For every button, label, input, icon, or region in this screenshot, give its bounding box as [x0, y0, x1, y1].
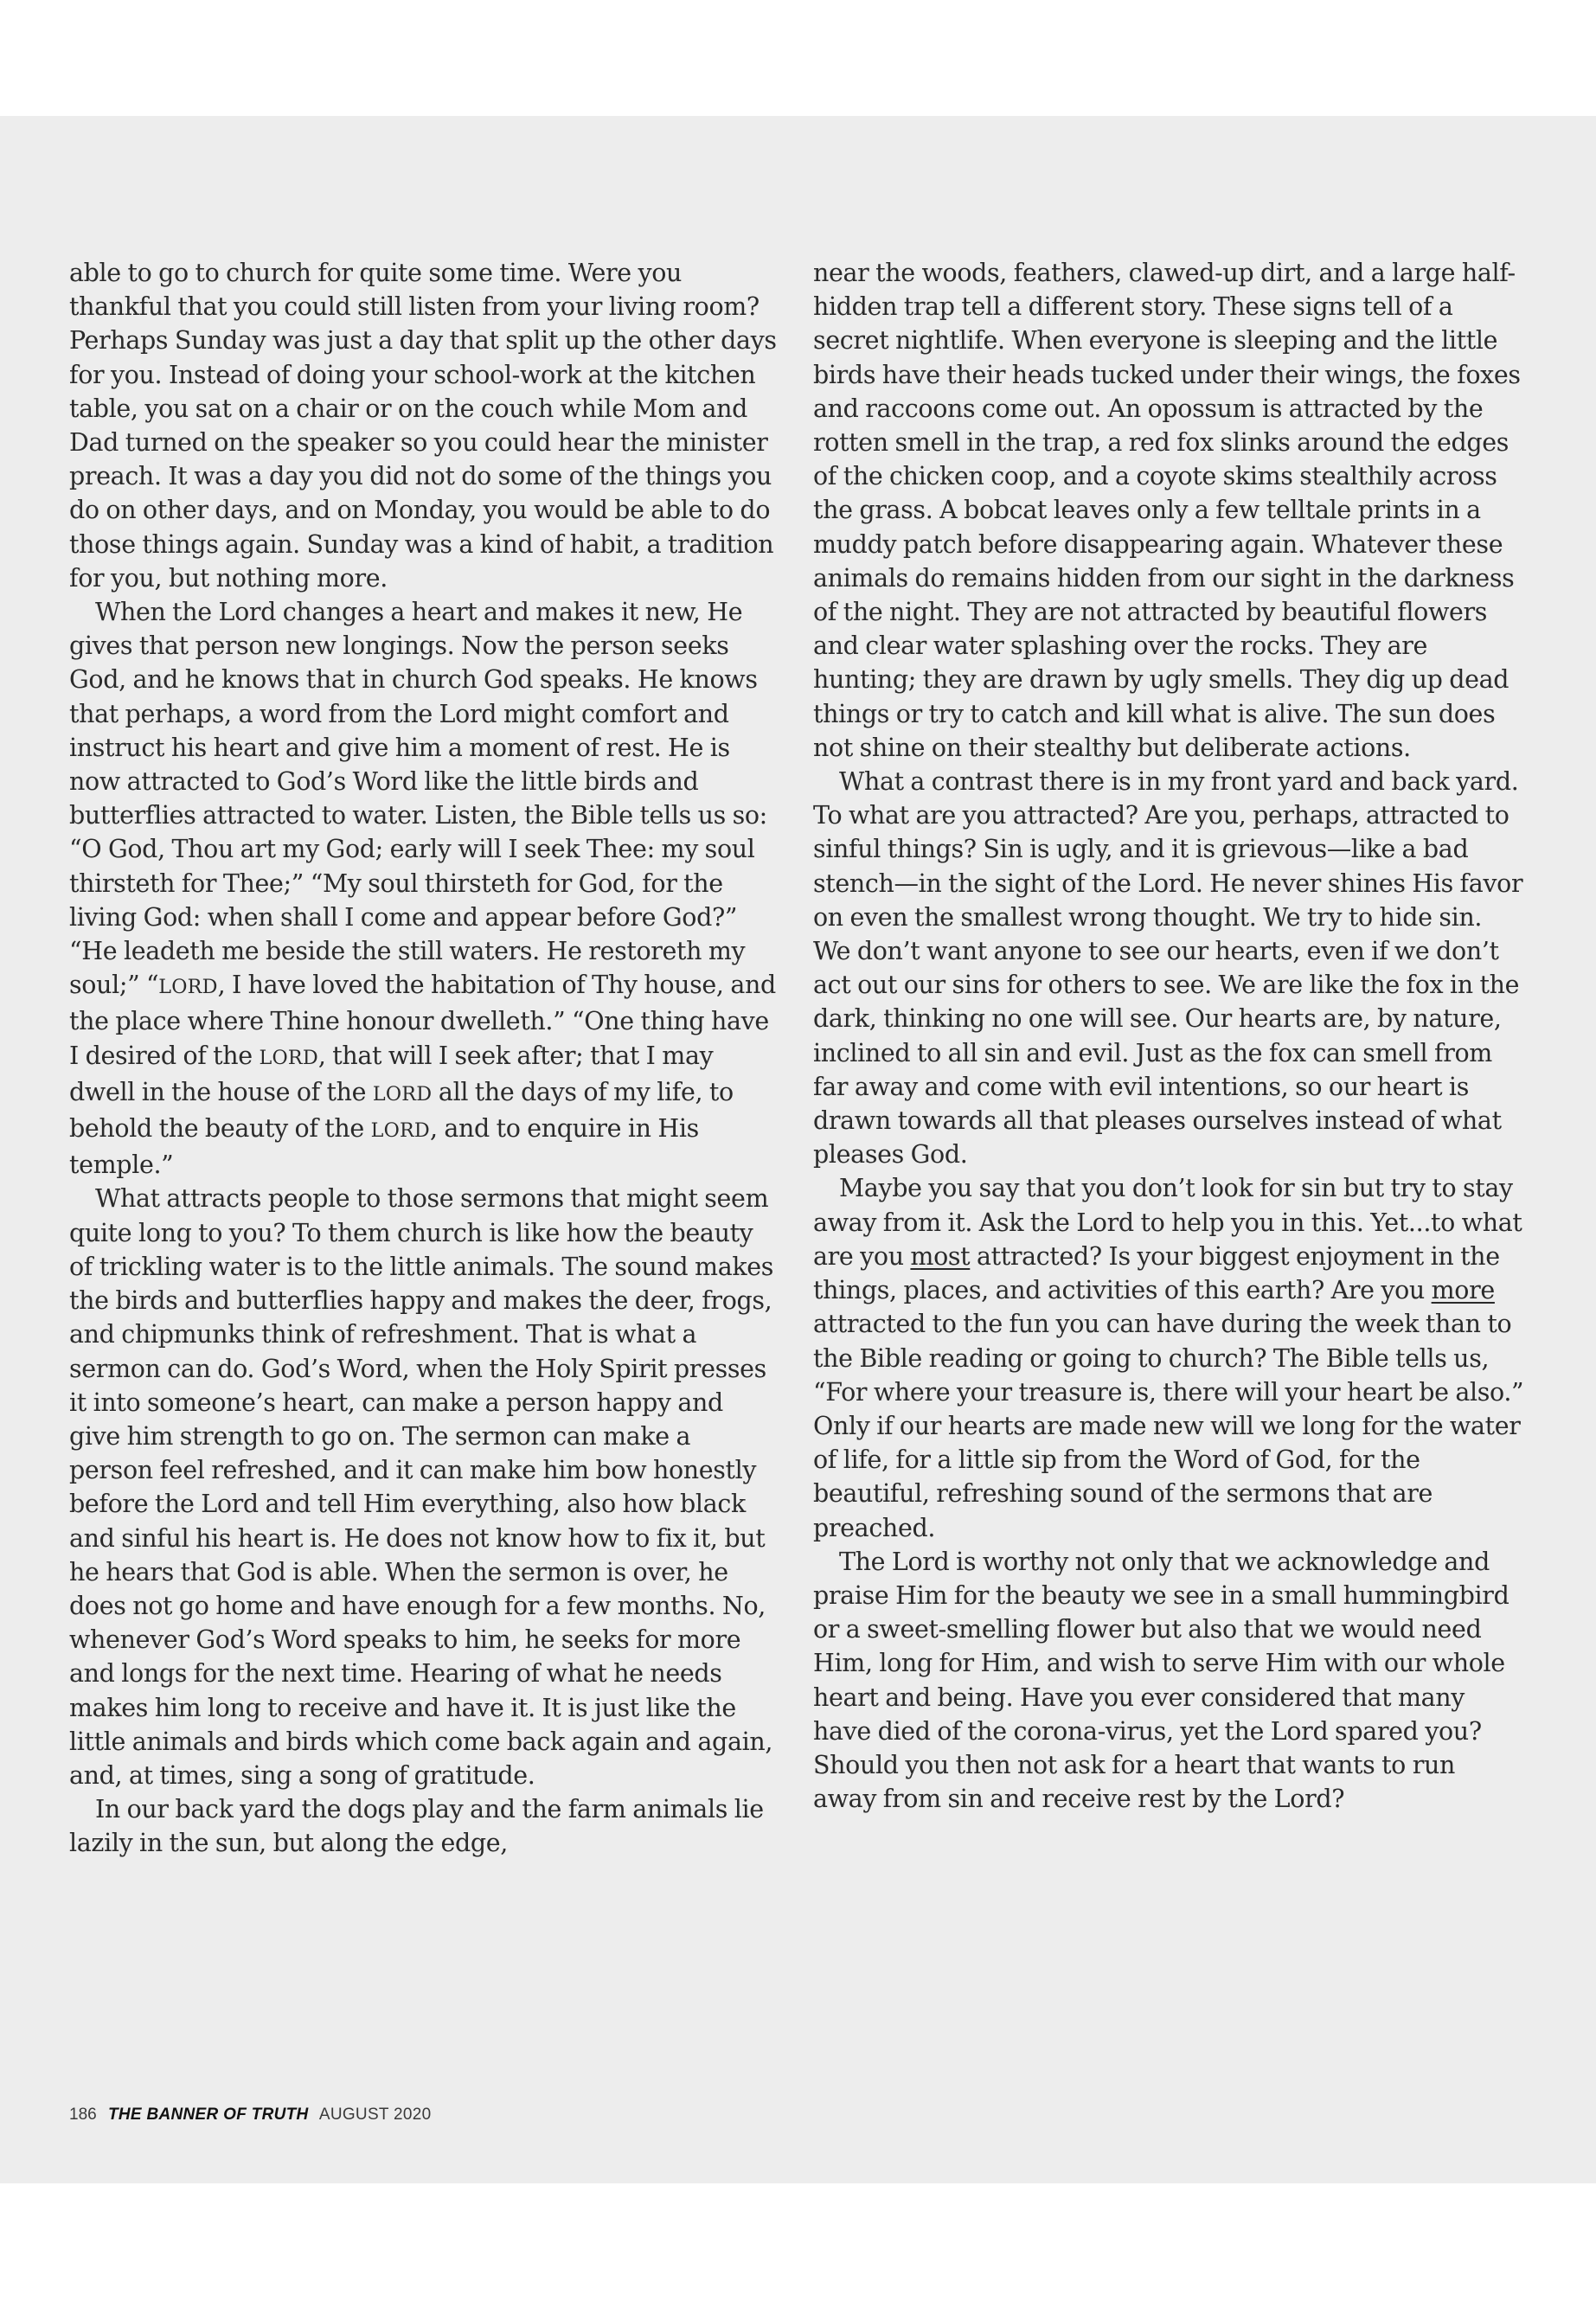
paragraph-4: In our back yard the dogs play and the farm animals lie lazily in the sun, but along the edge,: [69, 1795, 764, 1858]
paragraph-8: The Lord is worthy not only that we acknowledge and praise Him for the beauty we see in a small hummingbird or a sweet-smelling flower but also that we would need Him, long for Him, and wish to serve Him with our whole heart and being. Have you ever considered that many have died of the corona-virus, yet the Lord spared you? Should you then not ask for a heart that wants to run away from sin and receive rest by the Lord?: [813, 1547, 1509, 1814]
small-caps-lord: LORD: [370, 1119, 430, 1143]
magazine-title: THE BANNER OF TRUTH: [107, 2106, 309, 2124]
paragraph-6: What a contrast there is in my front yard and back yard. To what are you attracted? Are you, perhaps, attracted to sinful things? Sin is ugly, and it is grievous—like a bad stench—in the sight of the Lord. He never shines His favor on even the smallest wrong thought. We try to hide sin. We don’t want anyone to see our hearts, even if we don’t act out our sins for others to see. We are like the fox in the dark, thinking no one will see. Our hearts are, by nature, inclined to all sin and evil. Just as the fox can smell from far away and come with evil intentions, so our heart is drawn towards all that pleases ourselves instead of what pleases God.: [813, 767, 1523, 1170]
small-caps-lord: LORD: [372, 1082, 433, 1106]
paragraph-1: able to go to church for quite some time. Were you thankful that you could still listen from your living room? Perhaps Sunday was just a day that split up the other days for you. Instead of doing your school-work at the kitchen table, you sat on a chair or on the couch while Mom and Dad turned on the speaker so you could hear the minister preach. It was a day you did not do some of the things you do on other days, and on Monday, you would be able to do those things again. Sunday was a kind of habit, a tradition for you, but nothing more.: [69, 259, 777, 593]
small-caps-lord: LORD: [259, 1046, 318, 1069]
article-column-right: [813, 256, 1524, 1816]
paragraph-7: Maybe you say that you don’t look for sin but try to stay away from it. Ask the Lord to help you in this. Yet...to what are you most attracted? Is your biggest enjoyment in the things, places, and activities of this earth? Are you more attracted to the fun you can have during the week than to the Bible reading or going to church? The Bible tells us, “For where your treasure is, there will your heart be also.” Only if our hearts are made new will we long for the water of life, for a little sip from the Word of God, for the beautiful, refreshing sound of the sermons that are preached.: [813, 1174, 1524, 1542]
page-footer: [69, 2106, 432, 2125]
page-number: 186: [69, 2106, 97, 2124]
underlined-more: more: [1431, 1276, 1495, 1305]
paragraph-5: near the woods, feathers, clawed-up dirt, and a large half-hidden trap tell a different story. These signs tell of a secret nightlife. When everyone is sleeping and the little birds have their heads tucked under their wings, the foxes and raccoons come out. An opossum is attracted by the rotten smell in the trap, a red fox slinks around the edges of the chicken coop, and a coyote skims stealthily across the grass. A bobcat leaves only a few telltale prints in a muddy patch before disappearing again. Whatever these animals do remains hidden from our sight in the darkness of the night. They are not attracted by beautiful flowers and clear water splashing over the rocks. They are hunting; they are drawn by ugly smells. They dig up dead things or try to catch and kill what is alive. The sun does not shine on their stealthy but deliberate actions.: [813, 259, 1521, 762]
article-column-left: [69, 256, 780, 1861]
underlined-most: most: [910, 1241, 971, 1271]
paragraph-3: What attracts people to those sermons that might seem quite long to you? To them church is like how the beauty of trickling water is to the little animals. The sound makes the birds and butterflies happy and makes the deer, frogs, and chipmunks think of refreshment. That is what a sermon can do. God’s Word, when the Holy Spirit presses it into someone’s heart, can make a person happy and give him strength to go on. The sermon can make a person feel refreshed, and it can make him bow honestly before the Lord and tell Him everything, also how black and sinful his heart is. He does not know how to fix it, but he hears that God is able. When the sermon is over, he does not go home and have enough for a few months. No, whenever God’s Word speaks to him, he seeks for more and longs for the next time. Hearing of what he needs makes him long to receive and have it. It is just like the little animals and birds which come back again and again, and, at times, sing a song of gratitude.: [69, 1184, 774, 1790]
paragraph-2: When the Lord changes a heart and makes it new, He gives that person new longings. Now the person seeks God, and he knows that in church God speaks. He knows that perhaps, a word from the Lord might comfort and instruct his heart and give him a moment of rest. He is now attracted to God’s Word like the little birds and butterflies attracted to water. Listen, the Bible tells us so: “O God, Thou art my God; early will I seek Thee: my soul thirsteth for Thee;” “My soul thirsteth for God, for the living God: when shall I come and appear before God?” “He leadeth me beside the still waters. He restoreth my soul;” “LORD, I have loved the habitation of Thy house, and the place where Thine honour dwelleth.” “One thing have I desired of the LORD, that will I seek after; that I may dwell in the house of the LORD all the days of my life, to behold the beauty of the LORD, and to enquire in His temple.”: [69, 598, 776, 1180]
issue-date: AUGUST 2020: [318, 2106, 432, 2124]
small-caps-lord: LORD: [158, 976, 218, 999]
